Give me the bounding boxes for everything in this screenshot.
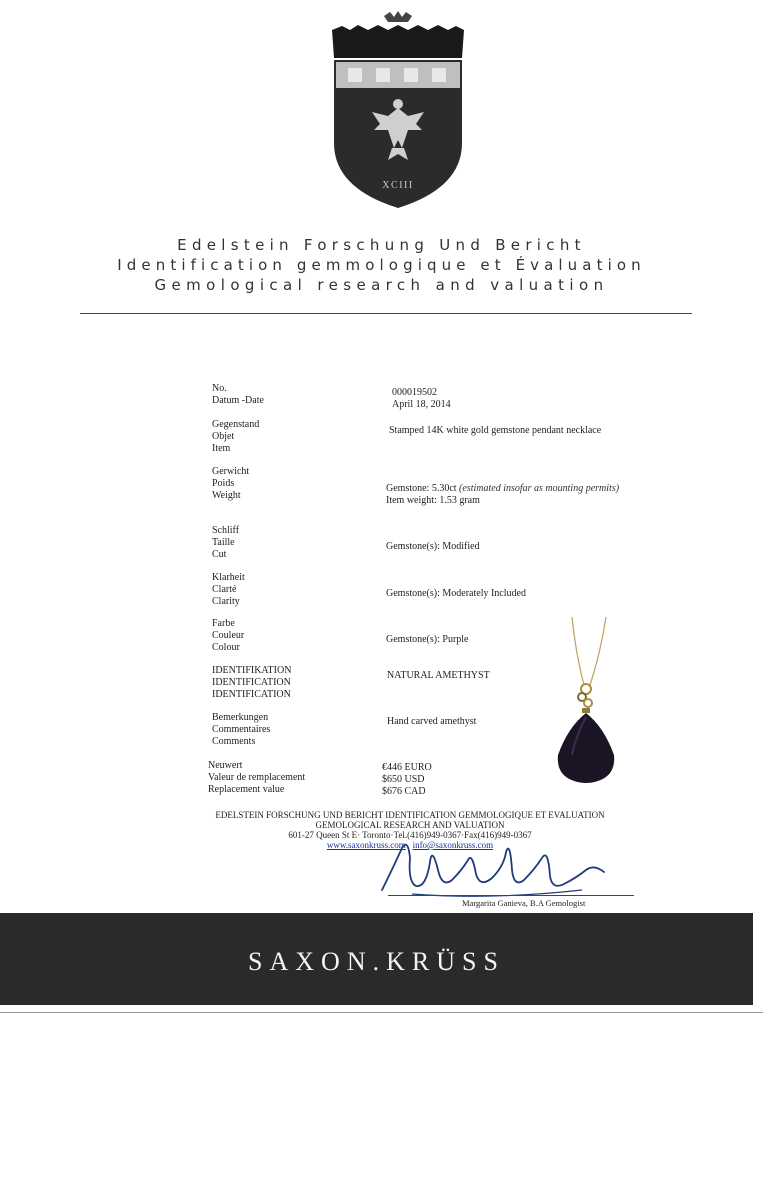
value-gemstone-weight: Gemstone: 5.30ct (estimated insofar as mounting permits) (386, 483, 620, 494)
label-clarity-de: Klarheit (212, 572, 245, 583)
label-item-en: Item (212, 443, 231, 454)
gemstone-weight-note: (estimated insofar as mounting permits) (459, 483, 620, 494)
label-item-fr: Objet (212, 431, 235, 442)
value-number: 000019502 (392, 387, 437, 398)
value-comments: Hand carved amethyst (387, 716, 477, 727)
value-cad: $676 CAD (382, 786, 426, 797)
pendant-image (540, 615, 640, 795)
email-link[interactable]: info@saxonkruss.com (412, 840, 494, 850)
label-identification-en: IDENTIFICATION (212, 689, 291, 700)
header-divider (80, 313, 692, 314)
label-weight-en: Weight (212, 490, 241, 501)
label-weight-fr: Poids (212, 478, 235, 489)
crest-numeral: XCIII (382, 180, 414, 191)
label-cut-fr: Taille (212, 537, 235, 548)
value-colour: Gemstone(s): Purple (386, 634, 469, 645)
label-colour-fr: Couleur (212, 630, 245, 641)
header-german: Edelstein Forschung Und Bericht (177, 236, 586, 254)
label-replacement-fr: Valeur de remplacement (208, 772, 306, 783)
label-colour-de: Farbe (212, 618, 235, 629)
value-usd: $650 USD (382, 774, 425, 785)
brand-name: SAXON.KRÜSS (248, 947, 505, 976)
value-identification: NATURAL AMETHYST (387, 670, 490, 681)
footer-address: 601-27 Queen St E· Toronto·Tel.(416)949-0367·Fax(416)949-0367 (288, 830, 532, 840)
bottom-divider (0, 1012, 763, 1013)
crown-icon (384, 11, 412, 22)
footer-line-2: GEMOLOGICAL RESEARCH AND VALUATION (315, 820, 505, 830)
label-replacement-en: Replacement value (208, 784, 285, 795)
label-comments-fr: Commentaires (212, 724, 271, 735)
label-item-de: Gegenstand (212, 419, 260, 430)
header-english: Gemological research and valuation (154, 276, 609, 294)
value-clarity: Gemstone(s): Moderately Included (386, 588, 526, 599)
value-item: Stamped 14K white gold gemstone pendant necklace (389, 425, 602, 436)
label-comments-de: Bemerkungen (212, 712, 269, 723)
label-cut-de: Schliff (212, 525, 240, 536)
label-date: Datum -Date (212, 395, 264, 406)
label-clarity-fr: Clarté (212, 584, 237, 595)
signature-line (388, 895, 634, 896)
label-comments-en: Comments (212, 736, 256, 747)
label-identification-de: IDENTIFIKATION (212, 665, 292, 676)
label-replacement-de: Neuwert (208, 760, 243, 771)
value-date: April 18, 2014 (392, 399, 451, 410)
website-link[interactable]: www.saxonkruss.com (326, 840, 406, 850)
label-clarity-en: Clarity (212, 596, 240, 607)
value-euro: €446 EURO (382, 762, 432, 773)
value-cut: Gemstone(s): Modified (386, 541, 480, 552)
label-identification-fr: IDENTIFICATION (212, 677, 291, 688)
signer-name: Margarita Ganieva, B.A Gemologist (462, 898, 586, 908)
crest-logo (328, 8, 468, 213)
label-number: No. (212, 383, 227, 394)
label-cut-en: Cut (212, 549, 227, 560)
footer-line-1: EDELSTEIN FORSCHUNG UND BERICHT IDENTIFICATION GEMMOLOGIQUE ET EVALUATION (215, 810, 605, 820)
header-french: Identification gemmologique et Évaluation (117, 256, 646, 274)
label-colour-en: Colour (212, 642, 240, 653)
label-weight-de: Gerwicht (212, 466, 250, 477)
value-item-weight: Item weight: 1.53 gram (386, 495, 480, 506)
